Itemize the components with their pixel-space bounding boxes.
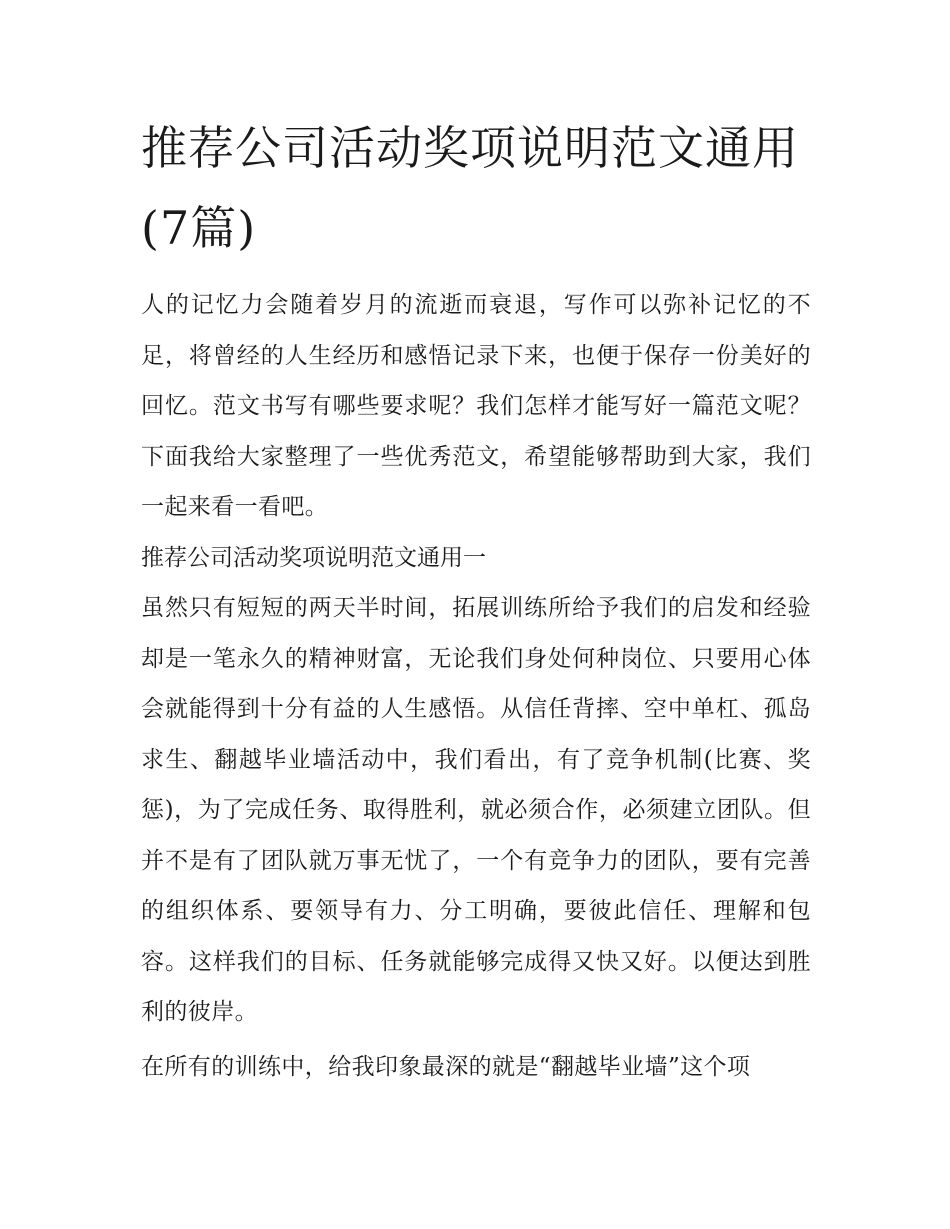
body-paragraph-1: 虽然只有短短的两天半时间，拓展训练所给予我们的启发和经验却是一笔永久的精神财富，无论我们身处何种岗位、只要用心体会就能得到十分有益的人生感悟。从信任背摔、空中单杠、孤岛求生、翻越毕业墙活动中，我们看出，有了竞争机制(比赛、奖惩)，为了完成任务、取得胜利，就必须合作，必须建立团队。但并不是有了团队就万事无忧了，一个有竞争力的团队，要有完善的组织体系、要领导有力、分工明确，要彼此信任、理解和包容。这样我们的目标、任务就能够完成得又快又好。以便达到胜利的彼岸。	[141, 595, 811, 1025]
document-title: 推荐公司活动奖项说明范文通用(7篇)	[141, 121, 799, 255]
section-heading: 推荐公司活动奖项说明范文通用一	[141, 544, 486, 571]
intro-paragraph: 人的记忆力会随着岁月的流逝而衰退，写作可以弥补记忆的不足，将曾经的人生经历和感悟记录下来，也便于保存一份美好的回忆。范文书写有哪些要求呢？我们怎样才能写好一篇范文呢？下面我给大家整理了一些优秀范文，希望能够帮助到大家，我们一起来看一看吧。	[141, 292, 811, 520]
body-paragraph-2: 在所有的训练中，给我印象最深的就是“翻越毕业墙”这个项	[141, 1053, 751, 1080]
document-page	[141, 108, 811, 1092]
